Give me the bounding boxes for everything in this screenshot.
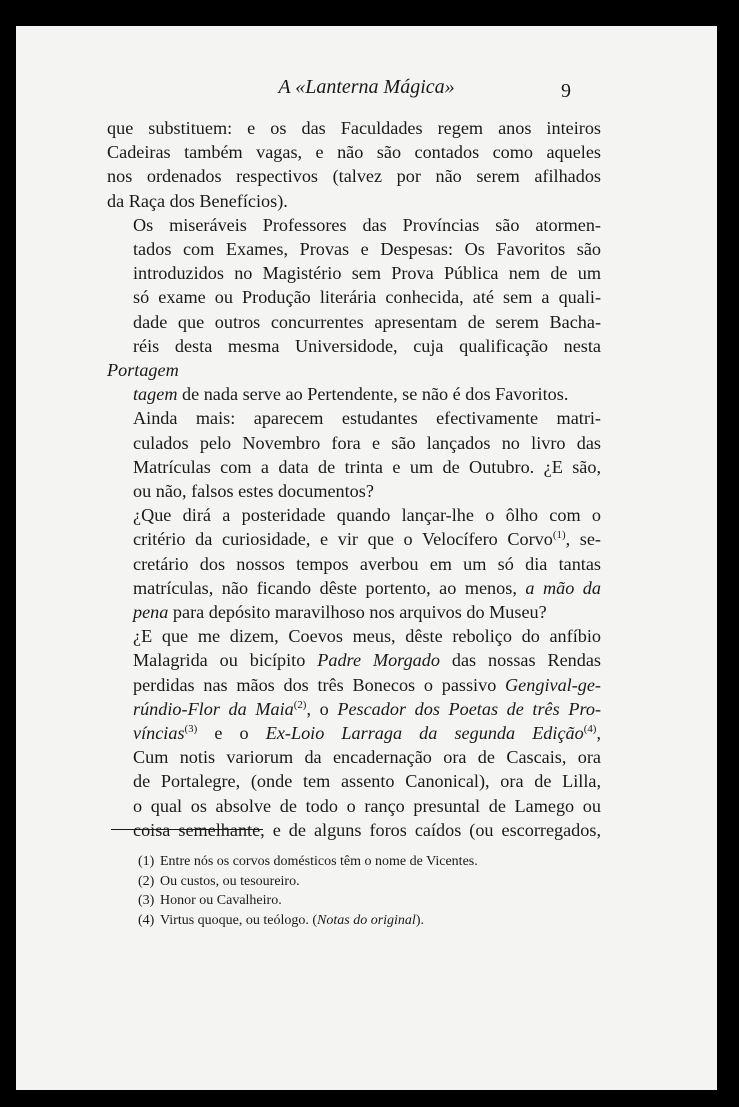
text-line: Cum notis variorum da encadernação ora de Cascais, ora xyxy=(133,747,601,768)
page-number: 9 xyxy=(561,80,571,102)
footnote xyxy=(138,872,608,892)
text-line: Cadeiras também vagas, e não são contados como aqueles xyxy=(107,142,601,163)
paragraph xyxy=(107,503,601,624)
text-line: que substituem: e os das Faculdades regem anos inteiros xyxy=(107,118,601,138)
footnote-ref: (4) xyxy=(583,723,597,736)
text-run: e o xyxy=(197,723,266,744)
footnote xyxy=(138,911,608,931)
italic-run: a mão da xyxy=(525,577,601,598)
text-run: de nada serve ao Pertendente, se não é dos Favoritos. xyxy=(177,384,569,405)
text-line xyxy=(107,721,601,745)
paragraph xyxy=(107,213,601,407)
text-run: para depósito maravilhoso nos arquivos do Museu? xyxy=(168,602,547,623)
text-line: Os miseráveis Professores das Províncias são atormen- xyxy=(133,214,601,235)
italic-run: pena xyxy=(133,602,169,623)
footnote-tail: ). xyxy=(415,912,424,928)
text-line xyxy=(107,382,601,406)
running-title: A «Lanterna Mágica» xyxy=(278,76,455,98)
text-line: culados pelo Novembro fora e são lançados no livro das xyxy=(133,432,601,453)
footnote-italic: Notas do original xyxy=(317,912,416,928)
footnote-separator xyxy=(111,829,263,830)
text-line: só exame ou Produção literária conhecida, até sem a quali- xyxy=(133,287,601,308)
text-line: ou não, falsos estes documentos? xyxy=(133,481,374,502)
body-text xyxy=(107,116,601,842)
paragraph xyxy=(107,406,601,503)
text-line: Ainda mais: aparecem estudantes efectivamente matri- xyxy=(133,408,601,429)
text-line: de Portalegre, (onde tem assento Canonical), ora de Lilla, xyxy=(133,771,601,792)
text-line xyxy=(107,527,601,551)
text-run: critério da curiosidade, e vir que o Velocífero Corvo xyxy=(133,529,553,550)
text-line: nos ordenados respectivos (talvez por não serem afilhados xyxy=(107,166,601,187)
footnote-marker: (2) xyxy=(138,873,155,889)
text-line: ¿Que dirá a posteridade quando lançar-lhe o ôlho com o xyxy=(133,505,601,526)
italic-run: Padre Morgado xyxy=(317,650,440,671)
footnote-text: Honor ou Cavalheiro. xyxy=(160,893,282,908)
text-line: cretário dos nossos tempos averbou em um só dia tantas xyxy=(133,553,601,574)
italic-run: tagem xyxy=(133,384,178,405)
text-line: ¿E que me dizem, Coevos meus, dêste reboliço do anfíbio xyxy=(133,626,601,647)
footnote-marker: (4) xyxy=(138,912,155,928)
footnote-ref: (2) xyxy=(293,698,307,711)
paragraph xyxy=(107,116,601,213)
text-run: , o xyxy=(306,698,338,719)
italic-run: Pescador dos Poetas de três Pro- xyxy=(337,698,601,719)
footnote-ref: (1) xyxy=(552,529,566,542)
footnote-ref: (3) xyxy=(184,723,198,736)
text-line: tados com Exames, Provas e Despesas: Os Favoritos são xyxy=(133,239,601,260)
text-line: introduzidos no Magistério sem Prova Pública nem de um xyxy=(133,263,601,284)
text-line xyxy=(107,648,601,672)
text-line xyxy=(107,697,601,721)
text-line xyxy=(107,334,601,382)
footnotes xyxy=(138,852,608,930)
footnote-text: Ou custos, ou tesoureiro. xyxy=(160,873,300,889)
text-run: réis desta mesma Universidode, cuja qualificação nesta xyxy=(133,335,601,356)
text-run: Malagrida ou bicípito xyxy=(133,650,318,671)
text-line: dade que outros concurrentes apresentam de serem Bacha- xyxy=(133,311,601,332)
footnote-text: Entre nós os corvos domésticos têm o nome de Vicentes. xyxy=(160,854,478,869)
italic-run: Portagem xyxy=(107,360,179,381)
text-run: das nossas Rendas xyxy=(439,650,601,671)
text-line: o qual os absolve de todo o ranço presuntal de Lamego ou xyxy=(133,795,601,816)
text-line xyxy=(107,576,601,600)
text-line xyxy=(107,600,601,624)
text-run: matrículas, não ficando dêste portento, ao menos, xyxy=(133,577,526,598)
footnote xyxy=(138,852,608,872)
text-run: , xyxy=(596,723,601,744)
book-page xyxy=(16,26,717,1090)
footnote-text: Virtus quoque, ou teólogo. ( xyxy=(160,912,318,928)
text-run: , se- xyxy=(565,529,601,550)
text-run: perdidas nas mãos dos três Bonecos o passivo xyxy=(133,674,506,695)
paragraph xyxy=(107,624,601,842)
footnote-marker: (3) xyxy=(138,893,155,908)
italic-run: Gengival-ge- xyxy=(505,674,601,695)
text-line: Matrículas com a data de trinta e um de Outubro. ¿E são, xyxy=(133,456,601,477)
text-line: coisa semelhante, e de alguns foros caídos (ou escorregados, xyxy=(133,819,601,840)
footnote-marker: (1) xyxy=(138,854,155,869)
text-line: da Raça dos Benefícios). xyxy=(107,190,288,211)
text-line xyxy=(107,673,601,697)
italic-run: Ex-Loio Larraga da segunda Edição xyxy=(265,723,584,744)
footnote xyxy=(138,891,608,911)
italic-run: rúndio-Flor da Maia xyxy=(133,698,294,719)
italic-run: víncias xyxy=(133,723,185,744)
